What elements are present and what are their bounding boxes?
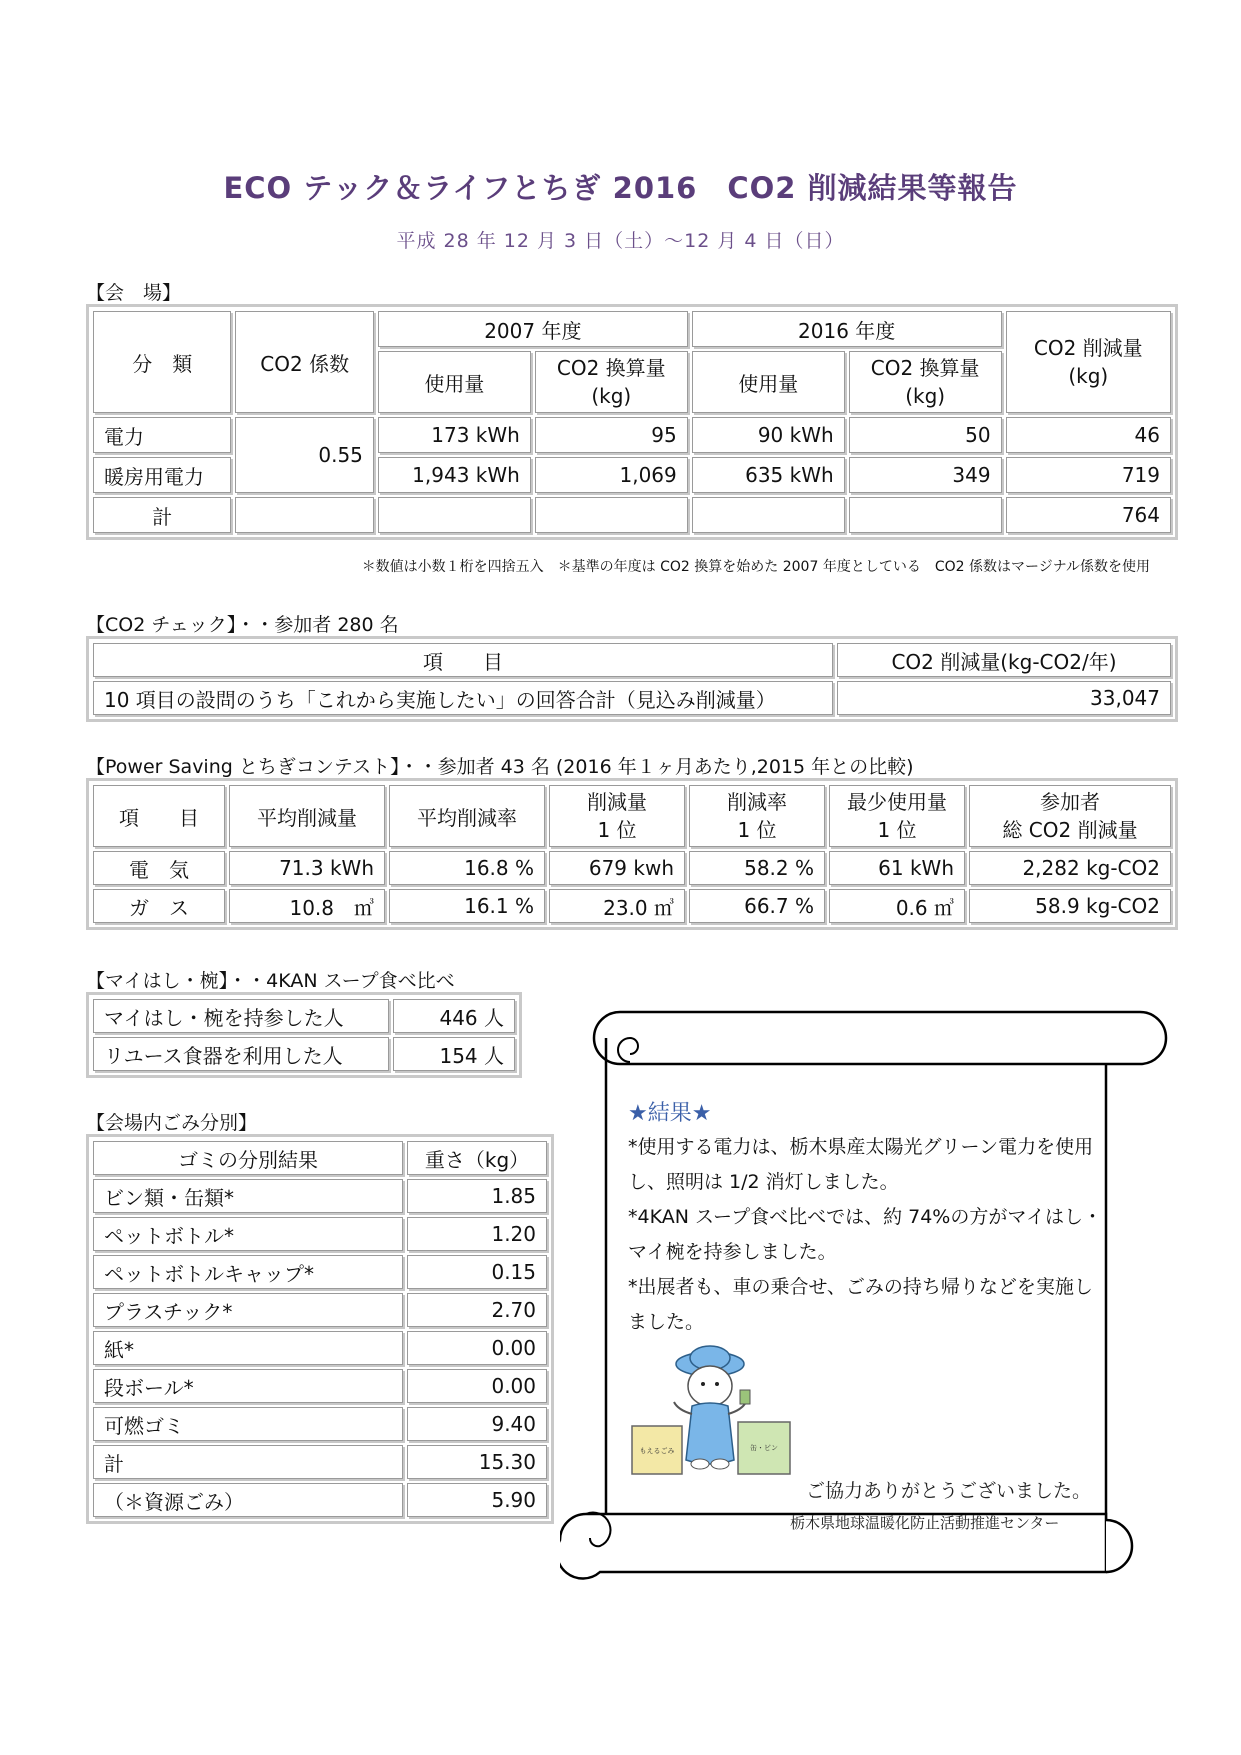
garbage-col-weight: 重さ（kg） — [407, 1141, 547, 1175]
venue-col-2016-usage: 使用量 — [692, 351, 845, 413]
table-row: （＊資源ごみ） 5.90 — [93, 1483, 547, 1517]
venue-col-reduction-unit: (kg) — [1068, 364, 1109, 388]
table-row: リユース食器を利用した人 154 人 — [93, 1037, 515, 1071]
org-name: 栃木県地球温暖化防止活動推進センター — [790, 1514, 1060, 1532]
table-row: 電 気 71.3 kWh 16.8 % 679 kwh 58.2 % 61 kWh 2,282 kg-CO2 — [93, 851, 1171, 885]
co2check-col-red: CO2 削減量(kg-CO2/年) — [837, 643, 1171, 677]
table-row: 電力 0.55 173 kWh 95 90 kWh 50 46 — [93, 417, 1171, 453]
result-heading: ★結果★ — [628, 1101, 712, 1126]
garbage-heading: 【会場内ごみ分別】 — [86, 1112, 258, 1134]
venue-col-2007-usage: 使用量 — [378, 351, 531, 413]
venue-col-coef: CO2 係数 — [235, 311, 373, 413]
mascot-illustration — [630, 1344, 800, 1484]
table-row: 可燃ゴミ 9.40 — [93, 1407, 547, 1441]
venue-heading: 【会 場】 — [86, 282, 182, 304]
myhashi-heading: 【マイはし・椀】・・4KAN スープ食べ比べ — [86, 970, 455, 992]
contest-heading: 【Power Saving とちぎコンテスト】・・参加者 43 名 (2016 年１ヶ月あたり,2015 年との比較) — [86, 756, 914, 778]
table-row: プラスチック* 2.70 — [93, 1293, 547, 1327]
venue-col-reduction — [1006, 311, 1171, 413]
table-row: ペットボトルキャップ* 0.15 — [93, 1255, 547, 1289]
result-text — [628, 1130, 1108, 1340]
box-right-label: 缶・ビン — [750, 1444, 778, 1452]
thanks-text: ご協力ありがとうございました。 — [806, 1480, 1092, 1502]
table-row-total: 計 764 — [93, 497, 1171, 533]
venue-col-2007: 2007 年度 — [378, 311, 688, 347]
table-row: ガ ス 10.8 ㎥ 16.1 % 23.0 ㎥ 66.7 % 0.6 ㎥ 58.9 kg-CO2 — [93, 889, 1171, 923]
result-line: *使用する電力は、栃木県産太陽光グリーン電力を使用 — [628, 1136, 1094, 1158]
venue-note: ＊数値は小数１桁を四捨五入 ＊基準の年度は CO2 換算を始めた 2007 年度としている CO2 係数はマージナル係数を使用 — [361, 559, 1150, 575]
venue-col-category: 分 類 — [93, 311, 231, 413]
result-line: し、照明は 1/2 消灯しました。 — [628, 1171, 899, 1193]
table-row: 10 項目の設問のうち「これから実施したい」の回答合計（見込み削減量） 33,047 — [93, 681, 1171, 715]
myhashi-table — [86, 992, 522, 1078]
venue-table — [86, 304, 1178, 540]
venue-col-reduction-label: CO2 削減量 — [1033, 336, 1143, 360]
box-left-label: もえるごみ — [639, 1447, 675, 1455]
result-line: ました。 — [628, 1311, 705, 1333]
table-row: 紙* 0.00 — [93, 1331, 547, 1365]
table-row: 段ボール* 0.00 — [93, 1369, 547, 1403]
table-row: ペットボトル* 1.20 — [93, 1217, 547, 1251]
table-row: ビン類・缶類* 1.85 — [93, 1179, 547, 1213]
coef-value: 0.55 — [235, 417, 373, 493]
result-line: *4KAN スープ食べ比べでは、約 74%の方がマイはし・ — [628, 1206, 1102, 1228]
table-row: 暖房用電力 1,943 kWh 1,069 635 kWh 349 719 — [93, 457, 1171, 493]
result-line: *出展者も、車の乗合せ、ごみの持ち帰りなどを実施し — [628, 1276, 1093, 1298]
page-title: ECO テック＆ライフとちぎ 2016 CO2 削減結果等報告 — [223, 171, 1018, 205]
co2check-col-item: 項 目 — [93, 643, 833, 677]
venue-col-2016: 2016 年度 — [692, 311, 1002, 347]
venue-total-value: 764 — [1006, 497, 1171, 533]
garbage-col-item: ゴミの分別結果 — [93, 1141, 403, 1175]
page-subtitle: 平成 28 年 12 月 3 日（土）～12 月 4 日（日） — [396, 230, 845, 252]
result-line: マイ椀を持参しました。 — [628, 1241, 837, 1263]
table-row: マイはし・椀を持参した人 446 人 — [93, 999, 515, 1033]
venue-col-2016-co2: CO2 換算量 (kg) — [849, 351, 1002, 413]
contest-table: 項 目 平均削減量 平均削減率 削減量 1 位 削減率 1 位 最少使用量 1 位 参加者 総 CO2 削減量 電 気 71.3 kWh 16.8 % 679 kwh 58.2 % 61 kWh 2,282 kg-CO2 ガ ス 10.8 ㎥ 16.1 % 23.0 ㎥ 66.7 % 0.6 ㎥ 58.9 kg-CO2 — [86, 778, 1178, 930]
garbage-table — [86, 1134, 554, 1524]
co2check-table — [86, 636, 1178, 722]
table-row: 計 15.30 — [93, 1445, 547, 1479]
co2check-heading: 【CO2 チェック】・・参加者 280 名 — [86, 614, 399, 636]
venue-col-2007-co2: CO2 換算量 (kg) — [535, 351, 688, 413]
